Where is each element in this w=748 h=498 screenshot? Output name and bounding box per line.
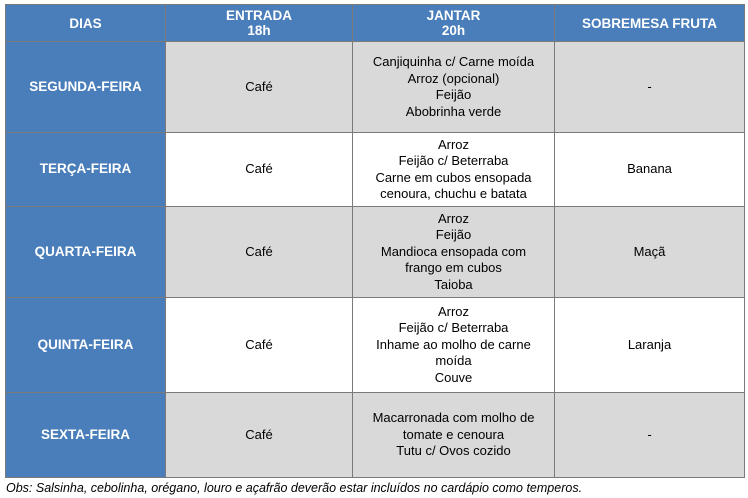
- jantar-cell: Arroz Feijão c/ Beterraba Inhame ao molho de carne moída Couve: [353, 298, 555, 393]
- header-dias: DIAS: [6, 5, 166, 42]
- sobremesa-cell: Laranja: [555, 298, 745, 393]
- day-cell: SEGUNDA-FEIRA: [6, 42, 166, 133]
- header-entrada: ENTRADA 18h: [166, 5, 353, 42]
- day-cell: QUINTA-FEIRA: [6, 298, 166, 393]
- day-cell: SEXTA-FEIRA: [6, 393, 166, 478]
- day-cell: TERÇA-FEIRA: [6, 133, 166, 207]
- jantar-cell: Macarronada com molho de tomate e cenoura Tutu c/ Ovos cozido: [353, 393, 555, 478]
- menu-table: [5, 4, 745, 478]
- header-row: [6, 5, 745, 42]
- table-row: [6, 207, 745, 298]
- obs-note: Obs: Salsinha, cebolinha, orégano, louro e açafrão deverão estar incluídos no cardápio como temperos.: [6, 481, 583, 495]
- header-sobremesa: SOBREMESA FRUTA: [555, 5, 745, 42]
- table-row: [6, 133, 745, 207]
- entrada-cell: Café: [166, 133, 353, 207]
- header-jantar: JANTAR 20h: [353, 5, 555, 42]
- sobremesa-cell: -: [555, 42, 745, 133]
- entrada-cell: Café: [166, 298, 353, 393]
- sobremesa-cell: -: [555, 393, 745, 478]
- table-row: [6, 393, 745, 478]
- table-row: [6, 298, 745, 393]
- sobremesa-cell: Banana: [555, 133, 745, 207]
- sobremesa-cell: Maçã: [555, 207, 745, 298]
- jantar-cell: Canjiquinha c/ Carne moída Arroz (opcional) Feijão Abobrinha verde: [353, 42, 555, 133]
- day-cell: QUARTA-FEIRA: [6, 207, 166, 298]
- jantar-cell: Arroz Feijão Mandioca ensopada com frango em cubos Taioba: [353, 207, 555, 298]
- entrada-cell: Café: [166, 42, 353, 133]
- table-row: [6, 42, 745, 133]
- jantar-cell: Arroz Feijão c/ Beterraba Carne em cubos ensopada cenoura, chuchu e batata: [353, 133, 555, 207]
- entrada-cell: Café: [166, 393, 353, 478]
- entrada-cell: Café: [166, 207, 353, 298]
